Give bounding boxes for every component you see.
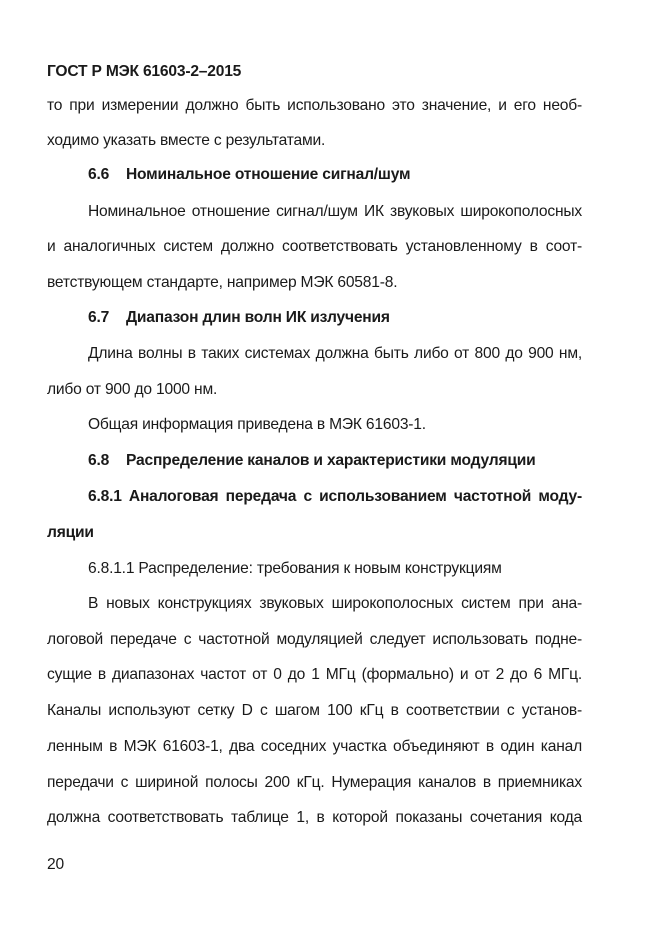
text-line: логовой передаче с частотной модуляцией следует использовать подне- [47,631,582,648]
text-line: должна соответствовать таблице 1, в которой показаны сочетания кода [47,809,582,826]
text-line: либо от 900 до 1000 нм. [47,381,218,398]
text-line: Общая информация приведена в МЭК 61603-1. [88,416,426,433]
page-number: 20 [47,856,64,873]
section-number: 6.7 [88,309,110,326]
section-number: 6.6 [88,166,110,183]
section-heading-6-7 [88,308,390,328]
section-title: Номинальное отношение сигнал/шум [126,166,411,183]
text-line: Номинальное отношение сигнал/шум ИК звуковых широкополосных [88,203,582,220]
text-line: то при измерении должно быть использовано это значение, и его необ- [47,97,582,114]
text-line: сущие в диапазонах частот от 0 до 1 МГц (формально) и от 2 до 6 МГц. [47,666,582,683]
section-number: 6.8 [88,452,110,469]
text-line: ходимо указать вместе с результатами. [47,132,326,149]
section-title: Диапазон длин волн ИК излучения [126,309,390,326]
text-line: В новых конструкциях звуковых широкополосных систем при ана- [88,595,582,612]
subsection-heading-6-8-1: 6.8.1 Аналоговая передача с использованием частотной моду- [88,488,582,505]
clause-heading-6-8-1-1: 6.8.1.1 Распределение: требования к новым конструкциям [88,560,502,577]
text-line: передачи с шириной полосы 200 кГц. Нумерация каналов в приемниках [47,774,582,791]
text-line: и аналогичных систем должно соответствовать установленному в соот- [47,238,582,255]
subsection-heading-6-8-1-cont: ляции [47,524,94,541]
text-line: Длина волны в таких системах должна быть либо от 800 до 900 нм, [88,345,582,362]
section-heading-6-6 [88,165,410,185]
text-line: ленным в МЭК 61603-1, два соседних участка объединяют в один канал [47,738,582,755]
section-title: Распределение каналов и характеристики модуляции [126,452,536,469]
text-line: Каналы используют сетку D с шагом 100 кГц в соответствии с установ- [47,702,582,719]
text-line: ветствующем стандарте, например МЭК 60581-8. [47,274,398,291]
document-header: ГОСТ Р МЭК 61603-2–2015 [47,63,242,80]
section-heading-6-8 [88,451,536,471]
